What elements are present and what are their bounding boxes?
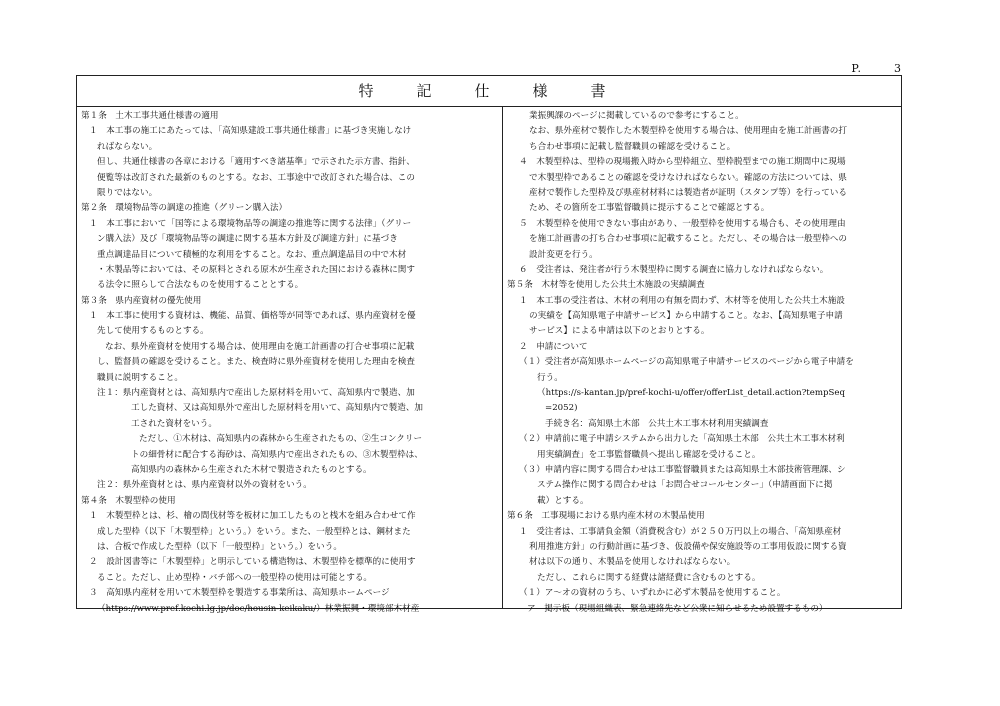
left-column-line: （https://www.pref.kochi.lg.jp/doc/housin-keikaku/）林業振興・環境部木材産 <box>97 603 420 614</box>
left-column-line: ・木製品等においては、その原料とされる原木が生産された国における森林に関す <box>97 264 415 275</box>
right-column-line: ４ 木製型枠は、型枠の現場搬入時から型枠組立、型枠脱型までの施工期間中に現場 <box>519 157 846 168</box>
right-column-line: ステム操作に関する問合わせは「お問合せコールセンター」（申請画面下に掲 <box>537 480 833 491</box>
left-column-line: 高知県内の森林から生産された木材で製造されたものとする。 <box>131 464 372 475</box>
right-column-line: ５ 木製型枠を使用できない事由があり、一般型枠を使用する場合も、その使用理由 <box>519 218 846 229</box>
left-column-line: ること。ただし、止め型枠・バチ部への一般型枠の使用は可能とする。 <box>97 572 373 583</box>
left-column-line: 職員に説明すること。 <box>97 372 183 383</box>
right-column-line: 産材で製作した型枠及び県産材材料には製造者が証明（スタンプ等）を行っている <box>529 187 847 198</box>
left-column-line: 重点調達品目について積極的な利用をすること。なお、重点調達品目の中で木材 <box>97 249 407 260</box>
right-column-line: =2052) <box>545 403 578 414</box>
right-column-line: ち合わせ事項に記載し監督職員の確認を受けること。 <box>529 141 736 152</box>
right-column-line: ため、その箇所を工事監督職員に提示することで確認とする。 <box>529 203 770 214</box>
left-column-line: １ 本工事の施工にあたっては、「高知県建設工事共通仕様書」に基づき実施しなけ <box>89 126 412 137</box>
right-column-line: 第６条 工事現場における県内産木材の木製品使用 <box>507 511 705 522</box>
right-column-line: （３）申請内容に関する問合わせは工事監督職員または高知県土木部技術管理課、シ <box>519 464 846 475</box>
right-column <box>503 107 901 614</box>
right-column-line: 設計変更を行う。 <box>529 249 598 260</box>
left-column-line: 工した資材、又は高知県外で産出した原材料を用いて、高知県内で製造、加 <box>131 403 424 414</box>
left-column-line: 工された資材をいう。 <box>131 418 217 429</box>
left-column-line: 便覧等は改訂された最新のものとする。なお、工事途中で改訂された場合は、この <box>97 172 415 183</box>
right-column-line: 用実績調査」を工事監督職員へ提出し確認を受けること。 <box>537 449 761 460</box>
page-number <box>851 62 902 75</box>
left-column-line: 第４条 木製型枠の使用 <box>81 495 176 506</box>
left-column-line: る法令に照らして合法なものを使用することとする。 <box>97 280 304 291</box>
left-column-line: １ 本工事において「国等による環境物品等の調達の推進等に関する法律」（グリー <box>89 218 412 229</box>
left-column-line: １ 木製型枠とは、杉、檜の間伐材等を板材に加工したものと桟木を組み合わせて作 <box>89 511 416 522</box>
page-number-prefix: P. <box>851 62 862 75</box>
right-column-line: を施工計画書の打ち合わせ事項に記載すること。ただし、その場合は一般型枠への <box>529 234 847 245</box>
right-column-line: （２）申請前に電子申請システムから出力した「高知県土木部 公共土木工事木材利 <box>519 434 845 445</box>
right-column-line: （１）ア〜オの資材のうち、いずれかに必ず木製品を使用すること。 <box>519 588 786 599</box>
left-column-line: 注２：県外産資材とは、県内産資材以外の資材をいう。 <box>97 480 312 491</box>
right-column-line: ６ 受注者は、発注者が行う木製型枠に関する調査に協力しなければならない。 <box>519 264 829 275</box>
right-column-line: の実績を【高知県電子申請サービス】から申請すること。なお、【高知県電子申請 <box>529 311 843 322</box>
right-column-line: 手続き名：高知県土木部 公共土木工事木材利用実績調査 <box>545 418 769 429</box>
left-column-line: ン購入法）及び「環境物品等の調達に関する基本方針及び調達方針」に基づき <box>97 234 398 245</box>
left-column-line: ればならない。 <box>97 141 158 152</box>
left-column-line: ３ 高知県内産材を用いて木製型枠を製造する事業所は、高知県ホームページ <box>89 588 390 599</box>
left-column-line: 但し、共通仕様書の各章における「適用すべき諸基準」で示された示方書、指針、 <box>97 157 415 168</box>
left-column-line: 第３条 県内産資材の優先使用 <box>81 295 202 306</box>
right-column-line: １ 本工事の受注者は、木材の利用の有無を問わず、木材等を使用した公共土木施設 <box>519 295 845 306</box>
left-column-line: トの細骨材に配合する海砂は、高知県内で産出されたもの、③木製型枠は、 <box>131 449 423 460</box>
left-column-line: は、合板で作成した型枠（以下「一般型枠」という。）をいう。 <box>97 541 342 552</box>
left-column-line: なお、県外産資材を使用する場合は、使用理由を施工計画書の打合せ事項に記載 <box>105 341 415 352</box>
right-column-line: 利用推進方針」の行動計画に基づき、仮設備や保安施設等の工事用仮設に関する資 <box>529 541 847 552</box>
right-column-line: 載）とする。 <box>537 495 589 506</box>
right-column-line: 第５条 木材等を使用した公共土木施設の実績調査 <box>507 280 705 291</box>
left-column <box>77 107 503 614</box>
right-column-line: なお、県外産材で製作した木製型枠を使用する場合は、使用理由を施工計画書の打 <box>529 126 847 137</box>
right-column-line: （１）受注者が高知県ホームページの高知県電子申請サービスのページから電子申請を <box>519 357 854 368</box>
left-column-line: ２ 設計図書等に「木製型枠」と明示している構造物は、木製型枠を標準的に使用す <box>89 557 416 568</box>
document-frame <box>76 75 902 614</box>
document-title: 特 記 仕 様 書 <box>77 76 901 107</box>
right-column-line: 行う。 <box>537 372 563 383</box>
right-column-line: ただし、これらに関する経費は諸経費に含むものとする。 <box>537 572 761 583</box>
left-column-line: し、監督員の確認を受けること。また、検査時に県外産資材を使用した理由を検査 <box>97 357 415 368</box>
left-column-line: １ 本工事に使用する資材は、機能、品質、価格等が同等であれば、県内産資材を優 <box>89 311 416 322</box>
right-column-line: 業振興課のページに掲載しているので参考にすること。 <box>529 111 744 121</box>
right-column-line: （https://s-kantan.jp/pref-kochi-u/offer/offerList_detail.action?tempSeq <box>537 388 845 399</box>
left-column-line: 成した型枠（以下「木製型枠」という。）をいう。また、一般型枠とは、鋼材また <box>97 526 411 537</box>
right-column-line: ２ 申請について <box>519 341 588 352</box>
left-column-line: 第２条 環境物品等の調達の推進（グリーン購入法） <box>81 203 288 214</box>
right-column-line: ア 掲示板（現場組織表、緊急連絡先など公衆に知らせるため設置するもの） <box>527 603 828 614</box>
right-column-line: で木製型枠であることの確認を受けなければならない。確認の方法については、県 <box>529 172 847 183</box>
right-column-line: １ 受注者は、工事請負金額（消費税含む）が２５０万円以上の場合、「高知県産材 <box>519 526 842 537</box>
page-number-value: 3 <box>894 62 902 75</box>
left-column-line: 限りではない。 <box>97 187 158 198</box>
left-column-line: 第１条 土木工事共通仕様書の適用 <box>81 111 219 121</box>
right-column-line: サービス】による申請は以下のとおりとする。 <box>529 326 710 337</box>
left-column-line: 先して使用するものとする。 <box>97 326 209 337</box>
left-column-line: ただし、①木材は、高知県内の森林から生産されたもの、②生コンクリー <box>139 434 423 445</box>
right-column-line: 材は以下の通り、木製品を使用しなければならない。 <box>529 557 736 568</box>
left-column-line: 注１：県内産資材とは、高知県内で産出した原材料を用いて、高知県内で製造、加 <box>97 388 415 399</box>
